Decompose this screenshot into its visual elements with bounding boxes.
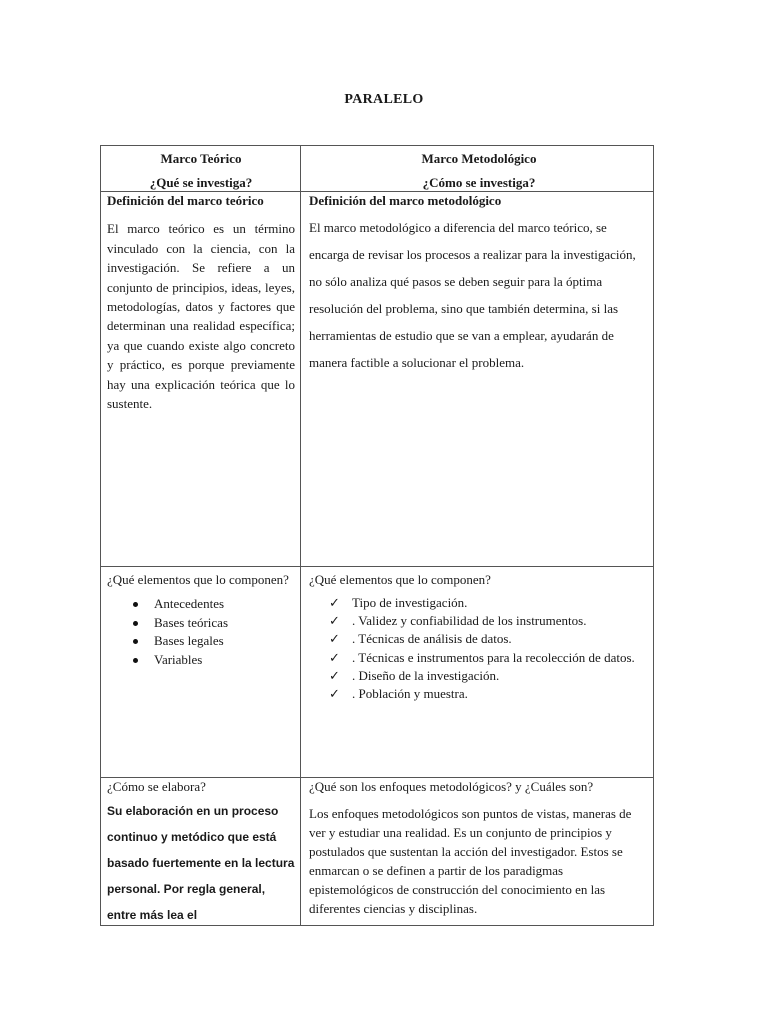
elements-left-question: ¿Qué elementos que lo componen? <box>107 572 289 587</box>
header-left-title: Marco Teórico <box>160 151 242 166</box>
elaboration-right-text: Los enfoques metodológicos son puntos de vistas, maneras de ver y estudiar una realidad. Es un conjunto de principios y postulados que sustentan la acción del investigador. Estos se enmarcan o se definen a partir de los paradigmas epistemológicos de construcción del conocimiento en las diferentes ciencias y disciplinas. <box>309 806 632 916</box>
checkmark-icon: ✓ <box>329 649 340 665</box>
header-right-question: ¿Cómo se investiga? <box>422 175 536 190</box>
definition-right-cell <box>309 191 649 376</box>
comparison-table <box>100 145 654 926</box>
list-item: Bases teóricas <box>107 614 295 633</box>
elaboration-right-cell <box>309 777 649 918</box>
definition-left-cell <box>107 191 295 413</box>
list-item: ✓ . Población y muestra. <box>309 685 649 703</box>
list-item: ✓ . Validez y confiabilidad de los instrumentos. <box>309 612 649 630</box>
column-divider <box>300 146 301 925</box>
definition-left-text: El marco teórico es un término vinculado con la ciencia, con la investigación. Se refiere a un conjunto de principios, ideas, leyes, metodologías, datos y factores que determinan una realidad específica; ya que cuando existe algo concreto y práctico, es porque previamente hay una explicación teórica que lo sustente. <box>107 221 295 412</box>
checkmark-icon: ✓ <box>329 613 340 629</box>
checkmark-icon: ✓ <box>329 667 340 683</box>
header-left-question: ¿Qué se investiga? <box>149 175 253 190</box>
definition-left-heading: Definición del marco teórico <box>107 193 264 208</box>
checkmark-icon: ✓ <box>329 595 340 610</box>
bullet-icon <box>133 602 138 607</box>
bullet-icon <box>133 658 138 663</box>
definition-right-text: El marco metodológico a diferencia del marco teórico, se encarga de revisar los procesos a realizar para la investigación, no sólo analiza qué pasos se deben seguir para la óptima resolución del problema, sino que también determina, si las herramientas de estudio que se van a emplear, ayudarán de manera factible a solucionar el problema. <box>309 220 636 371</box>
header-left-cell <box>107 147 295 195</box>
bullet-icon <box>133 621 138 626</box>
list-item: Bases legales <box>107 632 295 651</box>
definition-right-heading: Definición del marco metodológico <box>309 193 502 208</box>
bullet-icon <box>133 639 138 644</box>
elements-left-cell <box>107 566 295 669</box>
list-item: ✓ . Técnicas de análisis de datos. <box>309 630 649 648</box>
checkmark-icon: ✓ <box>329 631 340 647</box>
elements-left-list <box>107 595 295 669</box>
list-item: ✓ Tipo de investigación. <box>309 594 649 612</box>
header-right-title: Marco Metodológico <box>421 151 537 166</box>
elements-right-cell <box>309 566 649 703</box>
elaboration-right-question: ¿Qué son los enfoques metodológicos? y ¿Cuáles son? <box>309 779 594 794</box>
list-item: Variables <box>107 651 295 670</box>
list-item: ✓ . Técnicas e instrumentos para la recolección de datos. <box>309 649 649 667</box>
elements-right-list <box>309 594 649 703</box>
checkmark-icon: ✓ <box>329 686 340 702</box>
list-item: ✓ . Diseño de la investigación. <box>309 667 649 685</box>
document-title: PARALELO <box>344 92 424 107</box>
elaboration-left-question: ¿Cómo se elabora? <box>107 779 206 794</box>
header-right-cell <box>309 147 649 195</box>
elements-right-question: ¿Qué elementos que lo componen? <box>309 572 491 587</box>
elaboration-left-cell <box>107 777 295 928</box>
elaboration-left-text: Su elaboración en un proceso continuo y metódico que está basado fuertemente en la lectura personal. Por regla general, entre más lea el <box>107 804 295 922</box>
list-item: Antecedentes <box>107 595 295 614</box>
